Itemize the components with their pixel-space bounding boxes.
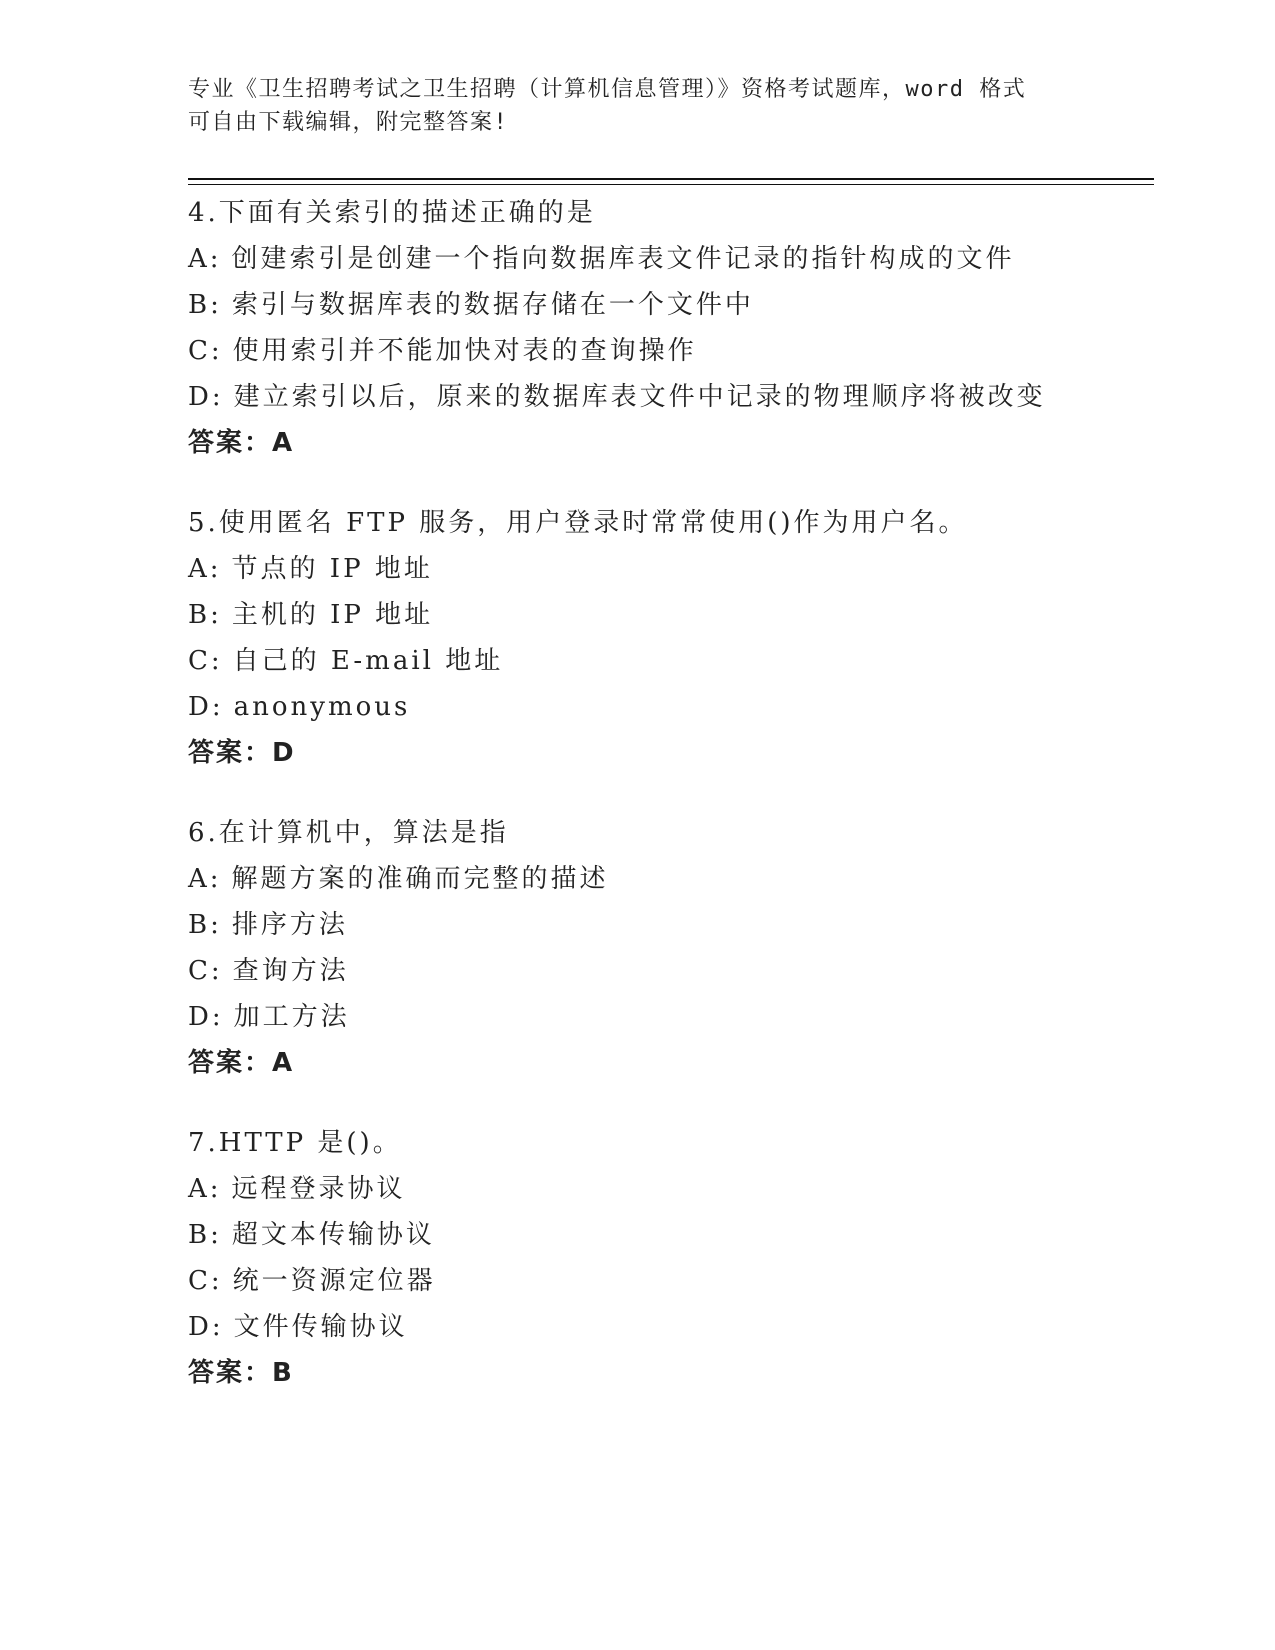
option-b (188, 282, 1148, 328)
option-c (188, 948, 1148, 994)
option-text: 统一资源定位器 (232, 1266, 436, 1296)
question-5 (188, 500, 1148, 776)
option-text: 文件传输协议 (233, 1312, 408, 1342)
option-text: 远程登录协议 (231, 1174, 406, 1204)
option-c (188, 638, 1148, 684)
option-label: D: (188, 382, 224, 412)
option-b (188, 1212, 1148, 1258)
option-text: 排序方法 (231, 910, 348, 940)
option-label: A: (188, 1174, 222, 1204)
option-label: B: (188, 1220, 222, 1250)
option-text: 超文本传输协议 (231, 1220, 435, 1250)
question-6 (188, 810, 1148, 1086)
option-text: 解题方案的准确而完整的描述 (231, 864, 609, 894)
option-text: 加工方法 (233, 1002, 350, 1032)
header-line-2: 可自由下载编辑，附完整答案! (188, 110, 509, 135)
option-text: 创建索引是创建一个指向数据库表文件记录的指针构成的文件 (231, 244, 1015, 274)
option-d (188, 374, 1148, 420)
answer-line: 答案：A (188, 1048, 295, 1078)
option-label: B: (188, 290, 222, 320)
option-label: B: (188, 910, 222, 940)
option-d (188, 684, 1148, 730)
option-label: D: (188, 692, 224, 722)
question-list (188, 190, 1148, 1396)
option-b (188, 592, 1148, 638)
question-7 (188, 1120, 1148, 1396)
option-label: C: (188, 1266, 223, 1296)
option-label: D: (188, 1002, 224, 1032)
option-text: 使用索引并不能加快对表的查询操作 (232, 336, 697, 366)
question-stem: 5.使用匿名 FTP 服务，用户登录时常常使用()作为用户名。 (188, 508, 968, 538)
option-label: C: (188, 336, 223, 366)
option-c (188, 1258, 1148, 1304)
option-text: 查询方法 (232, 956, 349, 986)
option-text: anonymous (233, 692, 411, 722)
option-a (188, 546, 1148, 592)
option-text: 建立索引以后，原来的数据库表文件中记录的物理顺序将被改变 (233, 382, 1046, 412)
option-b (188, 902, 1148, 948)
question-stem: 6.在计算机中，算法是指 (188, 818, 509, 848)
option-label: C: (188, 956, 223, 986)
option-label: B: (188, 600, 222, 630)
question-stem: 4.下面有关索引的描述正确的是 (188, 198, 596, 228)
option-d (188, 994, 1148, 1040)
option-label: A: (188, 864, 222, 894)
option-label: A: (188, 244, 222, 274)
option-label: D: (188, 1312, 224, 1342)
option-label: C: (188, 646, 223, 676)
header-divider-thin (188, 184, 1154, 185)
option-text: 主机的 IP 地址 (231, 600, 434, 630)
answer-line: 答案：A (188, 428, 295, 458)
option-d (188, 1304, 1148, 1350)
option-c (188, 328, 1148, 374)
option-text: 自己的 E-mail 地址 (232, 646, 504, 676)
header-line-1: 专业《卫生招聘考试之卫生招聘（计算机信息管理）》资格考试题库，word 格式 (188, 77, 1027, 102)
option-a (188, 1166, 1148, 1212)
answer-line: 答案：D (188, 738, 296, 768)
header-divider-thick (188, 178, 1154, 180)
question-4 (188, 190, 1148, 466)
option-text: 索引与数据库表的数据存储在一个文件中 (231, 290, 754, 320)
option-a (188, 236, 1148, 282)
option-a (188, 856, 1148, 902)
document-header (188, 73, 1088, 139)
option-text: 节点的 IP 地址 (231, 554, 433, 584)
answer-line: 答案：B (188, 1358, 294, 1388)
question-stem: 7.HTTP 是()。 (188, 1128, 402, 1158)
option-label: A: (188, 554, 222, 584)
